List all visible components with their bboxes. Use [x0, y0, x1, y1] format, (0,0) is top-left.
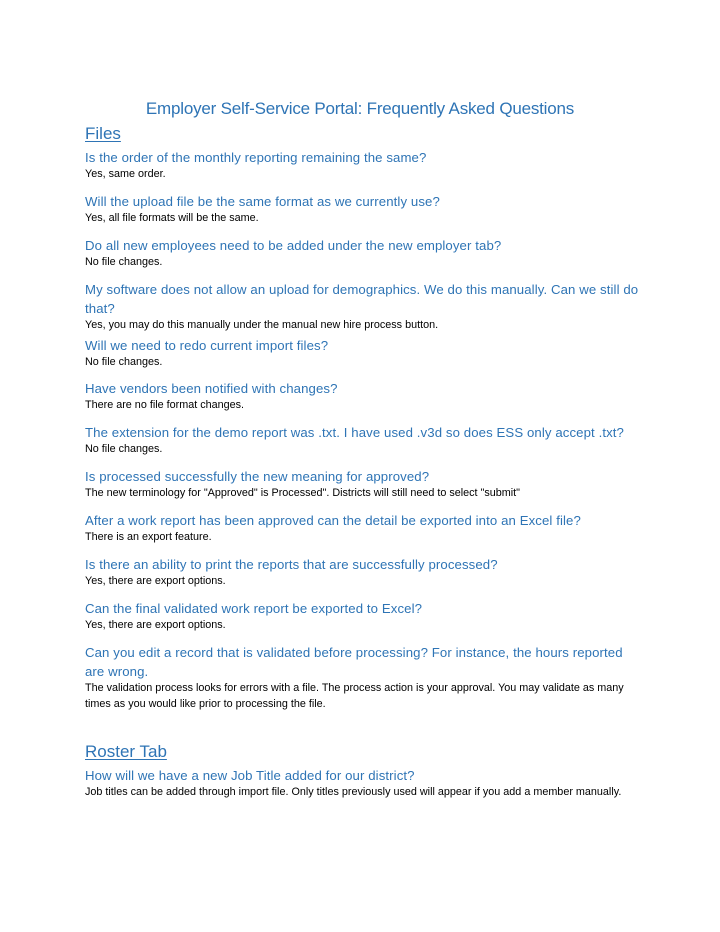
faq-item — [85, 643, 645, 712]
faq-answer: There are no file format changes. — [85, 399, 245, 411]
faq-item — [85, 599, 645, 634]
section-heading-roster-tab: Roster Tab — [85, 742, 167, 761]
faq-item — [85, 379, 645, 414]
faq-question: My software does not allow an upload for demographics. We do this manually. Can we still do that? — [85, 282, 639, 316]
faq-answer: Yes, same order. — [85, 168, 166, 180]
faq-item — [85, 511, 665, 546]
faq-answer: The new terminology for "Approved" is Processed". Districts will still need to select "submit" — [85, 487, 521, 499]
faq-item — [85, 192, 645, 227]
section-heading-files: Files — [85, 124, 121, 143]
faq-answer: Yes, all file formats will be the same. — [85, 212, 259, 224]
faq-item — [85, 148, 645, 183]
page-title: Employer Self-Service Portal: Frequently Asked Questions — [145, 99, 575, 118]
faq-item — [85, 467, 645, 502]
faq-question: Do all new employees need to be added under the new employer tab? — [85, 238, 502, 253]
faq-question: Have vendors been notified with changes? — [85, 381, 338, 396]
faq-question: Can you edit a record that is validated before processing? For instance, the hours reported are wrong. — [85, 645, 623, 679]
faq-item — [85, 280, 645, 334]
faq-question: The extension for the demo report was .txt. I have used .v3d so does ESS only accept .txt? — [85, 425, 624, 440]
faq-question: Is processed successfully the new meaning for approved? — [85, 469, 430, 484]
faq-answer: No file changes. — [85, 443, 163, 455]
faq-item — [85, 766, 645, 801]
faq-item — [85, 236, 645, 271]
faq-answer: Yes, you may do this manually under the manual new hire process button. — [85, 319, 439, 331]
faq-item — [85, 555, 645, 590]
faq-question: After a work report has been approved can the detail be exported into an Excel file? — [85, 513, 581, 528]
faq-answer: Yes, there are export options. — [85, 619, 226, 631]
faq-item — [85, 336, 645, 371]
faq-question: How will we have a new Job Title added for our district? — [85, 768, 415, 783]
faq-question: Can the final validated work report be exported to Excel? — [85, 601, 423, 616]
faq-question: Is the order of the monthly reporting remaining the same? — [85, 150, 427, 165]
faq-answer: Yes, there are export options. — [85, 575, 226, 587]
faq-answer: No file changes. — [85, 356, 163, 368]
faq-answer: The validation process looks for errors with a file. The process action is your approval. You may validate as many times as you would like prior to processing the file. — [85, 682, 624, 710]
faq-item — [85, 423, 665, 458]
faq-question: Will the upload file be the same format as we currently use? — [85, 194, 440, 209]
faq-answer: Job titles can be added through import file. Only titles previously used will appear if you add a member manually. — [85, 786, 622, 798]
faq-question: Is there an ability to print the reports that are successfully processed? — [85, 557, 498, 572]
faq-answer: No file changes. — [85, 256, 163, 268]
faq-question: Will we need to redo current import files? — [85, 338, 329, 353]
faq-answer: There is an export feature. — [85, 531, 212, 543]
